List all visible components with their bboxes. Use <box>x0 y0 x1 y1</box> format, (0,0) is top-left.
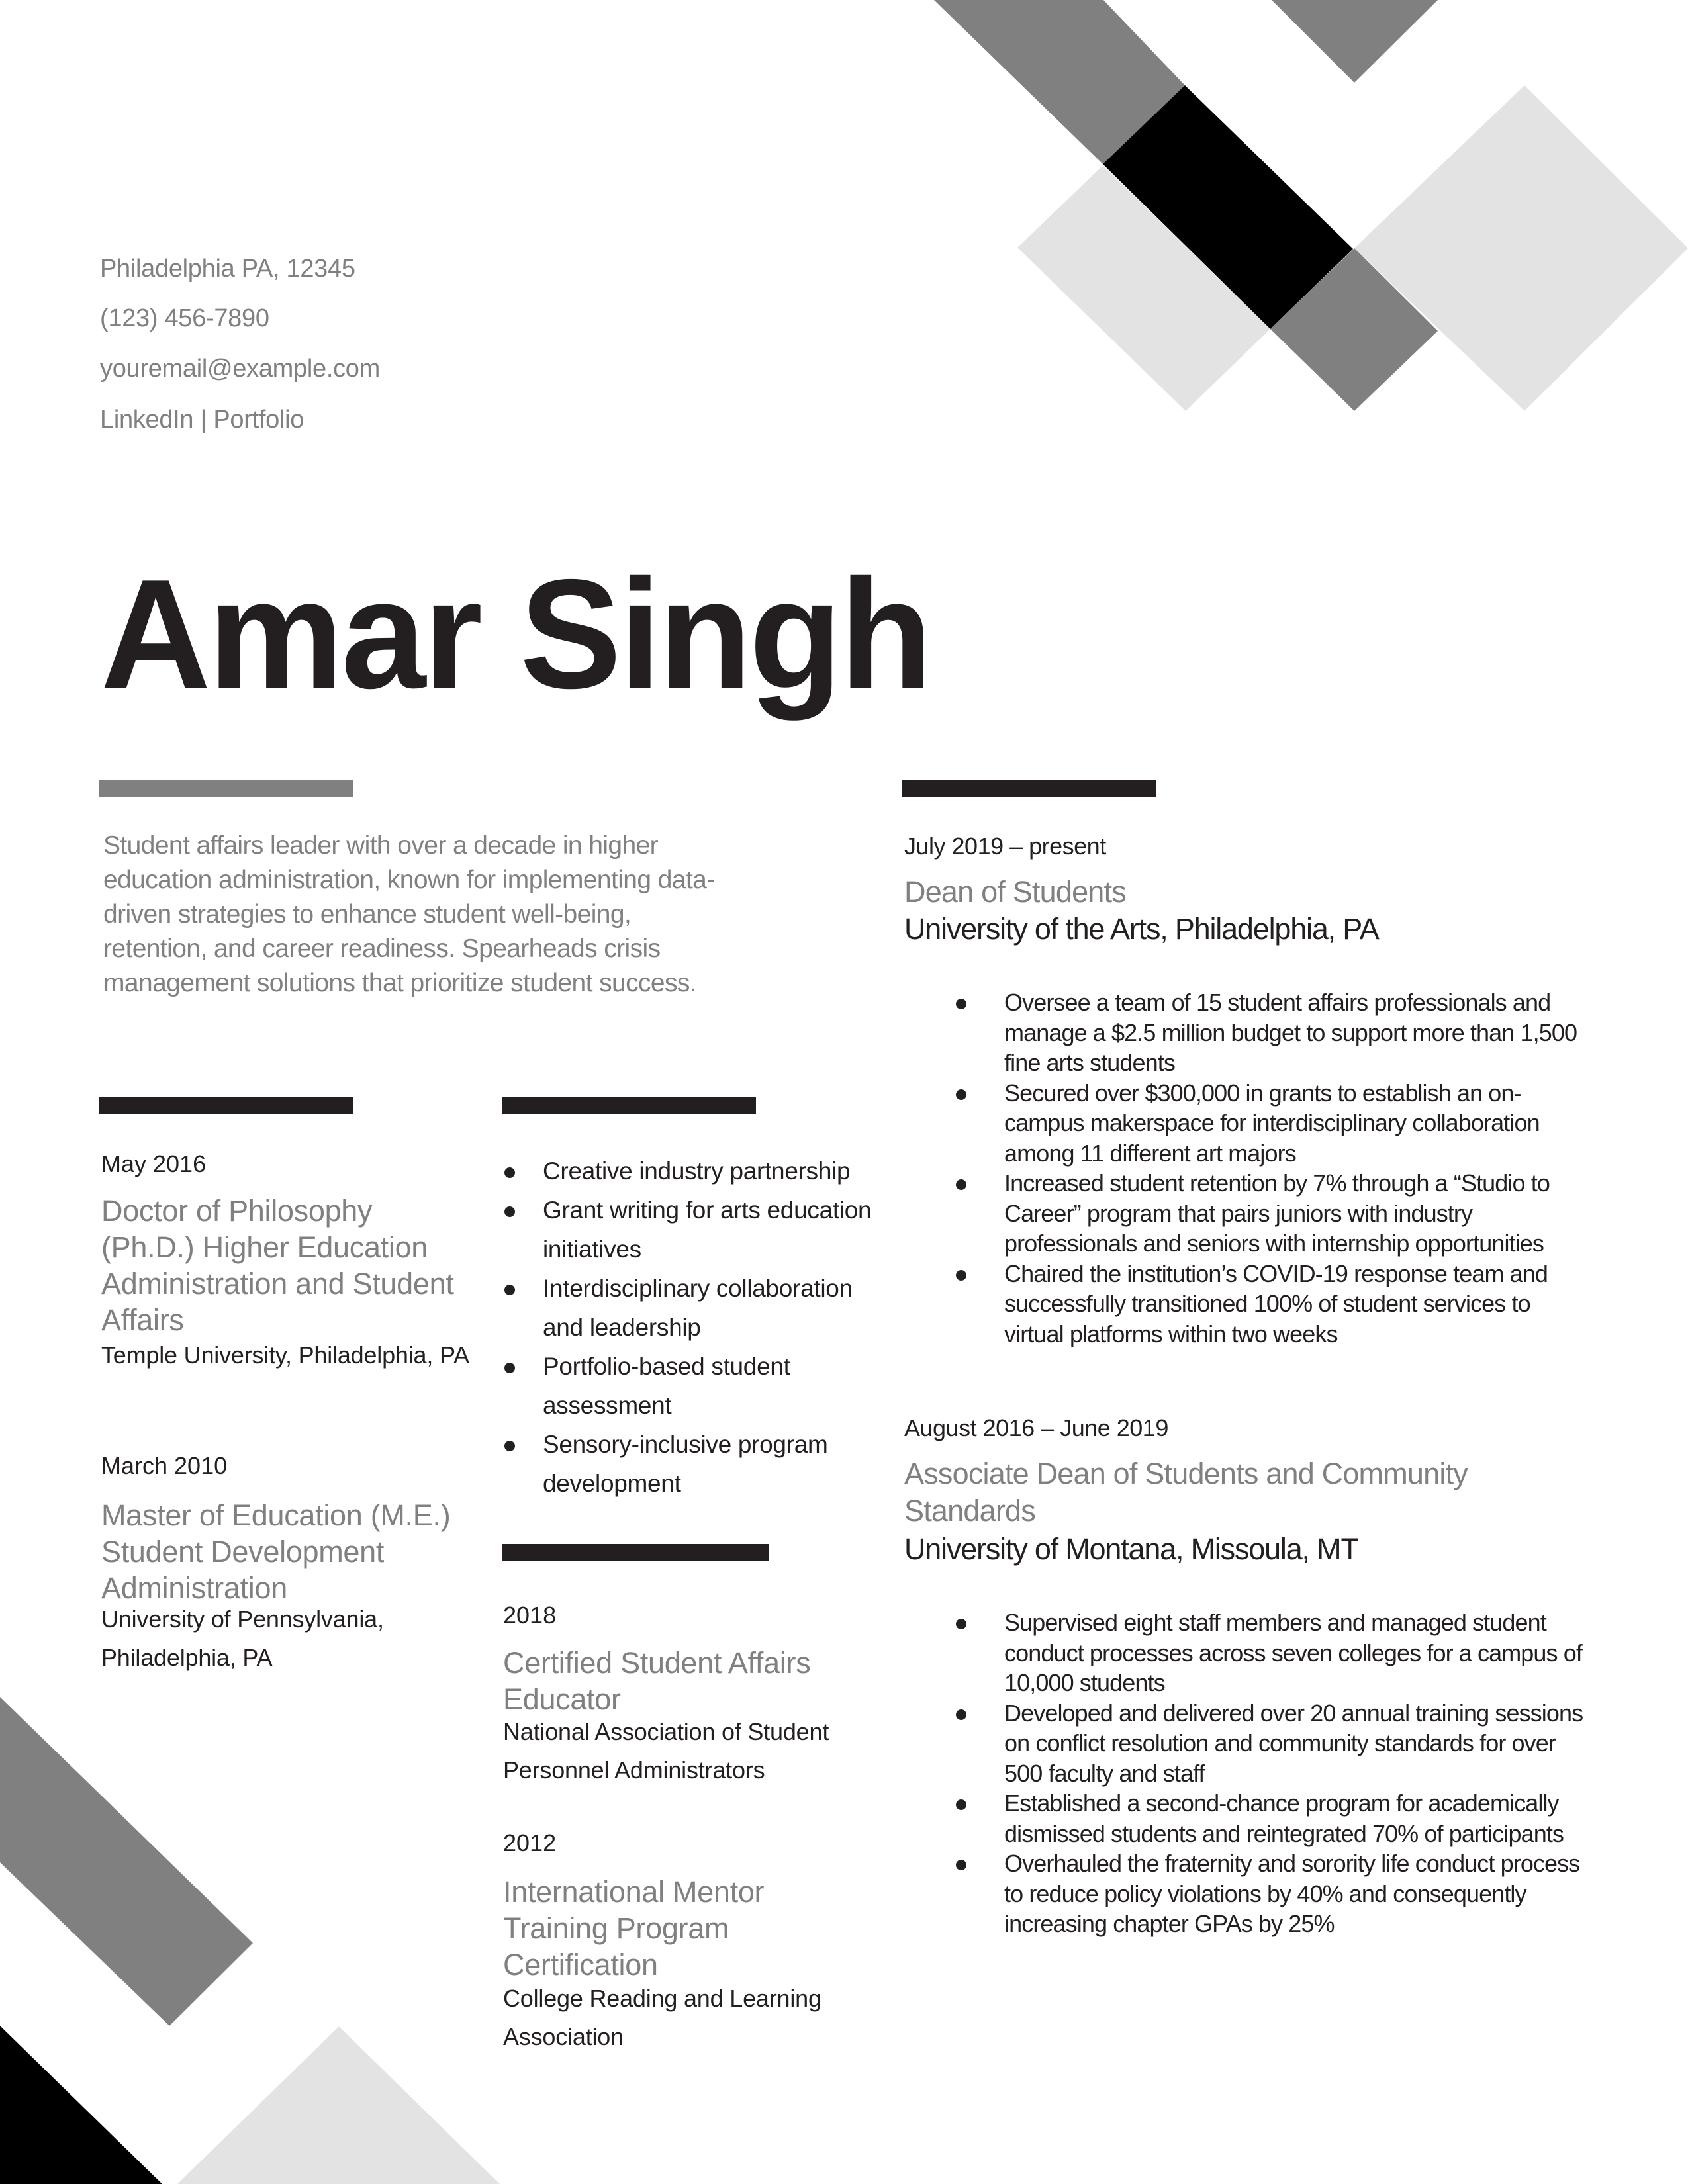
certification-org: National Association of Student Personnel Administrators <box>503 1718 829 1784</box>
summary-text: Student affairs leader with over a decade in higher education administration, known for implementing data-driven strategies to enhance student well-being, retention, and career readiness. Spearheads crisis management solutions that prioritize student success. <box>103 831 715 997</box>
bullet-icon <box>504 1206 515 1217</box>
triangle-shape-gray-top <box>1272 0 1438 83</box>
skill-item: Interdisciplinary collaboration and leadership <box>502 1269 899 1347</box>
band-shape-gray-bottom <box>0 1697 253 2026</box>
skill-item: Portfolio-based student assessment <box>502 1347 899 1425</box>
job-bullets <box>953 1608 1589 1939</box>
contact-links[interactable]: LinkedIn | Portfolio <box>100 406 305 433</box>
band-shape-gray-top <box>934 0 1185 164</box>
education-degree: Master of Education (M.E.) Student Development Administration <box>101 1498 451 1605</box>
bullet-icon <box>956 1709 966 1720</box>
candidate-name: Amar Singh <box>101 547 931 721</box>
job-bullets <box>953 987 1589 1349</box>
bullet-icon <box>504 1441 515 1451</box>
band-shape-black <box>1103 85 1353 329</box>
job-bullet: Established a second-chance program for academically dismissed students and reintegrated 70% of participants <box>953 1788 1589 1848</box>
diamond-shape-gray-lower <box>1270 248 1438 411</box>
job-bullet: Developed and delivered over 20 annual training sessions on conflict resolution and community standards for over 500 faculty and staff <box>953 1698 1589 1789</box>
triangle-shape-light-bottom <box>177 2026 500 2184</box>
certification-date: 2012 <box>503 1829 557 1856</box>
job-bullet: Oversee a team of 15 student affairs professionals and manage a $2.5 million budget to support more than 1,500 fine arts students <box>953 987 1589 1078</box>
job-title: Associate Dean of Students and Community Standards <box>904 1457 1468 1527</box>
skills-list <box>502 1152 899 1503</box>
job-bullet: Increased student retention by 7% through a “Studio to Career” program that pairs juniors with industry professionals and seniors with internship opportunities <box>953 1168 1589 1259</box>
bullet-icon <box>956 1089 966 1100</box>
certification-title: Certified Student Affairs Educator <box>503 1646 811 1716</box>
contact-address: Philadelphia PA, 12345 <box>100 255 355 283</box>
bullet-icon <box>504 1285 515 1295</box>
experience-section-bar <box>902 780 1156 797</box>
job-dates: July 2019 – present <box>904 833 1106 860</box>
education-section-bar <box>99 1097 353 1114</box>
contact-email[interactable]: youremail@example.com <box>100 355 380 383</box>
diamond-shape-light-left <box>1017 165 1270 411</box>
bullet-icon <box>956 1860 966 1870</box>
summary-section-bar <box>99 780 353 797</box>
bullet-icon <box>956 999 966 1009</box>
certification-date: 2018 <box>503 1602 557 1629</box>
certification-title: International Mentor Training Program Certification <box>503 1875 765 1981</box>
bullet-icon <box>504 1167 515 1178</box>
skill-item: Creative industry partnership <box>502 1152 899 1191</box>
bullet-icon <box>504 1363 515 1373</box>
education-degree: Doctor of Philosophy (Ph.D.) Higher Education Administration and Student Affairs <box>101 1194 454 1337</box>
bullet-icon <box>956 1179 966 1190</box>
bullet-icon <box>956 1799 966 1810</box>
certification-org: College Reading and Learning Association <box>503 1985 821 2050</box>
triangle-shape-black-bottom <box>0 2026 162 2184</box>
certifications-section-bar <box>502 1544 769 1561</box>
job-bullet: Supervised eight staff members and managed student conduct processes across seven colleges for a campus of 10,000 students <box>953 1608 1589 1698</box>
job-title: Dean of Students <box>904 875 1126 909</box>
bullet-icon <box>956 1270 966 1281</box>
education-school: Temple University, Philadelphia, PA <box>101 1342 469 1369</box>
bullet-icon <box>956 1619 966 1629</box>
skill-item: Sensory-inclusive program development <box>502 1425 899 1503</box>
contact-phone: (123) 456-7890 <box>100 304 269 332</box>
skill-item: Grant writing for arts education initiatives <box>502 1191 899 1269</box>
education-date: May 2016 <box>101 1150 207 1177</box>
skills-section-bar <box>502 1097 756 1114</box>
job-bullet: Secured over $300,000 in grants to establish an on-campus makerspace for interdisciplinary collaboration among 11 different art majors <box>953 1078 1589 1169</box>
job-bullet: Overhauled the fraternity and sorority life conduct process to reduce policy violations by 40% and consequently increasing chapter GPAs by 25% <box>953 1848 1589 1939</box>
job-dates: August 2016 – June 2019 <box>904 1414 1168 1441</box>
education-date: March 2010 <box>101 1452 228 1479</box>
job-company: University of the Arts, Philadelphia, PA <box>904 912 1379 946</box>
job-company: University of Montana, Missoula, MT <box>904 1532 1358 1566</box>
job-bullet: Chaired the institution’s COVID-19 response team and successfully transitioned 100% of student services to virtual platforms within two weeks <box>953 1259 1589 1349</box>
diamond-shape-light-right <box>1354 85 1688 411</box>
education-school: University of Pennsylvania, Philadelphia, PA <box>101 1606 384 1671</box>
